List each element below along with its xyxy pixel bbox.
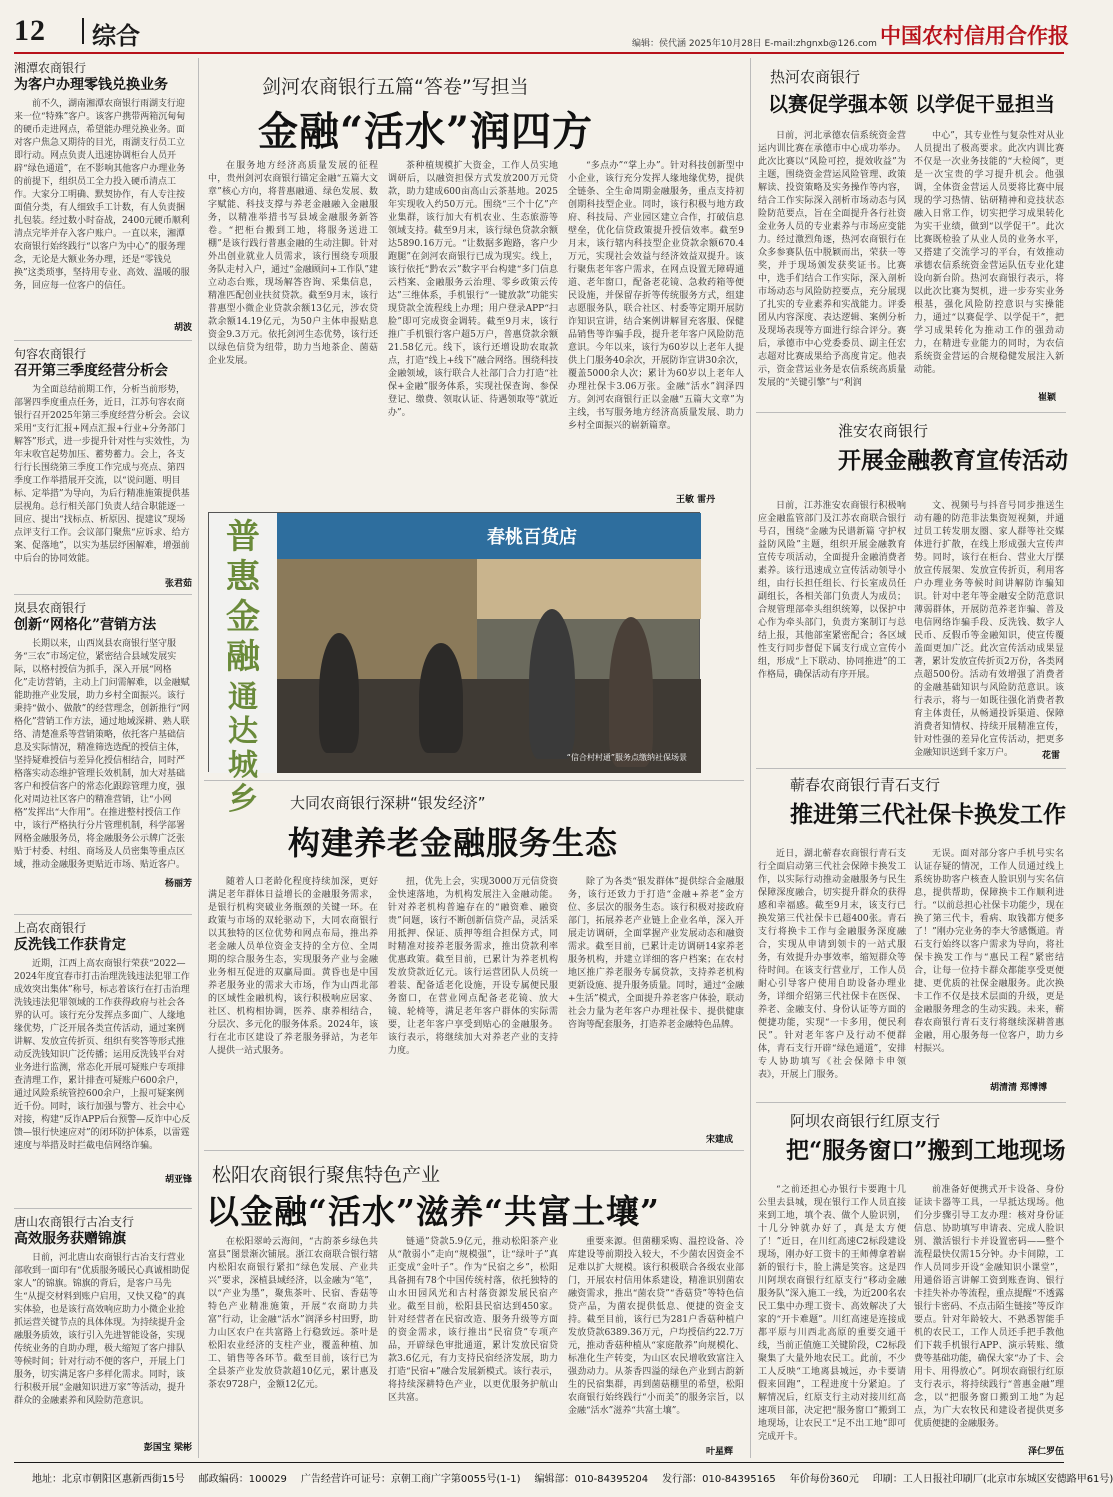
column-rule <box>750 58 751 1458</box>
songyang-kicker: 松阳农商银行聚焦特色产业 <box>212 1164 441 1186</box>
rehe-headline: 以赛促学强本领 以学促干显担当 <box>768 92 1055 116</box>
section-rule <box>204 1150 744 1151</box>
qichun-column-1 <box>758 848 906 1092</box>
footer-editorial-phone: 编辑部：010-84395204 <box>534 1474 649 1485</box>
rehe-byline: 崔颖 <box>1038 393 1057 403</box>
article-body: 近期，江西上高农商银行荣获“2022—2024年度宜春市打击治理洗钱违法犯罪工作成效突出集体”称号，标志着该行在打击治理洗钱违法犯罪领域的工作获得政府与社会各界的认可。该行充分发挥点多面广、人缘地缘优势，广泛开展各类宣传活动，通过案例讲解、发放宣传折页、组织有奖答等形式推动反洗钱知识广泛传播；运用反洗钱平台对业务进行监测，常态化开展可疑账户专项排查清理工作，累计排查可疑账户600余户，通过风险系统管控600余户，上报可疑案例近千份。同时，该行加强与警方、社会中心对接，构建“反诈APP后台预警—反诈中心反馈—银行快速应对”的闭环防护体系，以雷霆速度与举措及时拦截电信网络诈骗。 <box>14 959 191 1151</box>
huaian-kicker: 淮安农商银行 <box>838 422 929 440</box>
paragraph: “之前还担心办银行卡要跑十几公里去县城，现在银行工作人员直接来到工地，填个表、做个人脸识别，十几分钟就办好了，真是太方便了！”近日，在川红高速C2标段建设现场，刚办好工资卡的王师傅拿着崭新的银行卡，脸上满是笑容。这是四川阿坝农商银行红原支行“移动金融服务队”深入施工一线，为近200名农民工集中办理工资卡、高效解决了大家的“开卡难题”。川红高速是连接成都平原与川西北高原的重要交通干线，当前正值施工关键阶段，C2标段聚集了大量外地农民工。此前，不少工人反映“工地离县城远，办卡要请假来回跑”，工程进度十分紧迫。了解情况后，红原支行主动对接川红高速项目部，决定把“服务窗口”搬到工地现场，让农民工“足不出工地”即可完成开卡。 <box>758 1185 906 1442</box>
feature-column-3 <box>568 160 744 490</box>
article-headline: 为客户办理零钱兑换业务 <box>14 77 168 93</box>
datong-kicker: 大同农商银行深耕“银发经济” <box>290 794 486 812</box>
article-kicker: 上高农商银行 <box>14 921 87 935</box>
datong-byline: 宋建成 <box>706 1135 734 1145</box>
datong-column-1 <box>208 876 378 1144</box>
article-rule <box>14 914 192 915</box>
paragraph: 日前，江苏淮安农商银行积极响应金融监管部门及江苏农商联合银行号召，围绕“金融为民谱新篇 守护权益防风险”主题，组织开展金融教育宣传专项活动，全面提升金融消费者素养。该行迅速成立宣传活动领导小组，由行长担任组长、行长室成员任副组长，各相关部门负责人为成员；合规管理部牵头组织统筹，以保护中心作为牵头部门，负责方案制订与总结上报，其他部室紧密配合；各区域性支行同步督促下属支行成立宣传小组，形成“上下联动、协同推进”的工作格局，确保活动有序开展。 <box>758 501 906 680</box>
aba-headline: 把“服务窗口”搬到工地现场 <box>786 1137 1066 1164</box>
paragraph: 文、视频号与抖音号同步推送生动有趣的防范非法集资短视频，并通过员工转发朋友圈、家人群等社交媒体进行扩散，在线上形成强大宣传声势。同时，该行在柜台、营业大厅摆放宣传展架、发放宣传折页，利用客户办理业务等候时间讲解防诈骗知识。针对中老年等金融安全防范意识薄弱群体，开展防范养老诈骗、普及电信网络诈骗手段、反洗钱、数字人民币、反假币等金融知识，使宣传覆盖面更加广泛。此次宣传活动成果显著，累计发放宣传折页2万份，各类网点超500份。活动有效增强了消费者的金融基础知识与风险防范意识。该行表示，将与一如既往强化消费者教育主体责任，从畅通投诉渠道、保障消费者知情权、持续开展精准宣传，针对性强的差异化宣传活动，把更多金融知识送到千家万户。 <box>914 501 1064 758</box>
datong-column-2 <box>388 876 558 1144</box>
paragraph: 重要来源。但菌棚采购、温控设备、冷库建设等前期投入较大，不少菌农因资金不足难以扩大规模。该行积极联合各级农业部门，开展农村信用体系建设，精准识别菌农融资需求，推出“菌农贷”“香菇贷”等特色信贷产品，为菌农提供低息、便捷的资金支持。截至目前，该行已为281户香菇种植户发放贷款6389.36万元，户均授信约22.7万元，推动香菇种植从“家庭散养”向规模化、标准化生产转变，为山区农民增收致富注入强劲动力。从茶香四溢的绿色产业到古韵新生的民宿集群，再到菌菇棚里的希望，松阳农商银行始终践行“小而美”的服务宗旨，以金融“活水”滋养“共富土壤”。 <box>568 1237 744 1416</box>
article-jurong <box>14 346 192 589</box>
aba-kicker: 阿坝农商银行红原支行 <box>790 1112 941 1130</box>
section-rule <box>756 412 1066 413</box>
datong-column-3 <box>568 876 744 1130</box>
qichun-kicker: 蕲春农商银行青石支行 <box>790 776 941 794</box>
photo-caption: “信合村村通”服务点缴纳社保场景 <box>566 753 687 762</box>
photo-banner <box>277 513 701 559</box>
datong-headline: 构建养老金融服务生态 <box>288 824 619 862</box>
article-body: 为全面总结前期工作，分析当前形势，部署四季度重点任务，近日，江苏句容农商银行召开2025年第三季度经营分析会。会议采用“支行汇报+网点汇报+行业+分务部门解答”形式，进一步提升针对性与实效性，为年末收官起势加压、蓄势蓄力。会上，各支行行长围绕第三季度工作完成与亮点、第四季度工作举措展开交流，以“说问题、明目标、定举措”为导向，为后行精准施策提供基层视角。总行相关部门负责人结合职能逐一回应、提出“找标点、析原因、提建议”现场点评支行工作。会议部门聚焦“应诉求、给方案、促落地”，以实为基层纾困解难，增强前中后台的协同效能。 <box>14 385 190 564</box>
paragraph: 前准备好便携式开卡设备、身份证读卡器等工具，一早抵达现场。他们分步骤引导工友办理：核对身份证信息、协助填写申请表、完成人脸识别、激活银行卡并设置密码——整个流程最快仅需15分钟。办卡间隙，工作人员同步开设“金融知识小课堂”，用通俗语言讲解工资到账查询、银行卡挂失补办等流程，重点提醒“不透露银行卡密码、不点击陌生链接”等反诈要点。针对年龄较大、不熟悉智能手机的农民工，工作人员还手把手教他们下载手机银行APP、演示转账、缴费等基础功能，确保大家“办了卡、会用卡、用得放心”。阿坝农商银行红原支行表示，将持续践行“普惠金融”理念，以“把服务窗口搬到工地”为起点，为广大农牧民和建设者提供更多优质便捷的金融服务。 <box>914 1185 1064 1429</box>
article-rule <box>14 1208 192 1209</box>
feature-headline: 金融“活水”润四方 <box>258 108 594 155</box>
paragraph: 链通”贷款5.9亿元，推动松阳茶产业从“散弱小”走向“规模强”，让“绿叶子”真正变成“金叶子”。作为“民宿之乡”，松阳具备拥有78个中国传统村落，依托独特的山水田园风光和古村落资源发展民宿产业。截至目前，松阳县民宿达到450家。针对经营者在民宿改造、服务升级等方面的资金需求，该行推出“民宿贷”专项产品，开辟绿色审批通道，累计发放民宿贷款3.6亿元，有力支持民宿经济发展，助力打造“民宿+”融合发展新模式。该行表示，将持续深耕特色产业，以更优服务护航山区共富。 <box>388 1237 558 1403</box>
article-kicker: 湘潭农商银行 <box>14 61 87 75</box>
qichun-column-2 <box>914 848 1064 1078</box>
paragraph: 除了为各类“银发群体”提供综合金融服务，该行还致力于打造“金融+养老”金方位、多层次的服务生态。该行积极对接政府部门，拓展养老产业链上企业名单，深入开展走访调研，全面掌握产业发展动态和融资需求。截至目前，已累计走访调研14家养老服务机构，并建立详细的客户档案；在农村地区推广养老服务专属贷款，支持养老机构更新设施、提升服务质量。同时，通过“金融+生活”模式，全面提升养老客户体验，联动社会力量为老年客户办理社保卡、提供健康咨询等配套服务，打造养老金融特色品牌。 <box>568 877 744 1030</box>
masthead-rule <box>14 52 1064 54</box>
paragraph: 随着人口老龄化程度持续加深，更好满足老年群体日益增长的金融服务需求，是银行机构突破业务瓶颈的关键一环。在政策与市场的双轮驱动下，大同农商银行以其独特的区位优势和网点布局，推出养老金融人员单位资金支持的全方位、全周期的综合服务生态，实现服务产业与金融业务相互促进的双赢局面。黄昏也是中国养老服务业的需求大市场，作为山西北部的区域性金融机构，该行积极响应居家、社区、机构相协调，医养、康养相结合，分层次、多元化的服务体系。2024年，该行在北市区建设了养老服务驿站，为老年人提供一站式服务。 <box>208 877 378 1056</box>
section-name: 综合 <box>92 22 140 50</box>
feature-kicker: 剑河农商银行五篇“答卷”写担当 <box>262 76 529 98</box>
paper-name: 中国农村信用合作报 <box>880 23 1069 48</box>
page-number: 12 <box>14 14 46 47</box>
column-rule <box>198 58 199 1458</box>
huaian-headline: 开展金融教育宣传活动 <box>838 447 1068 474</box>
section-rule <box>756 768 1066 769</box>
article-xiangtan <box>14 60 192 333</box>
photo-person <box>419 643 463 753</box>
songyang-column-1 <box>208 1236 378 1456</box>
footer-address: 地址：北京市朝阳区惠新西街15号 <box>32 1474 185 1485</box>
songyang-headline: 以金融“活水”滋养“共富土壤” <box>206 1192 660 1231</box>
qichun-headline: 推进第三代社保卡换发工作 <box>790 801 1066 828</box>
section-rule <box>204 780 744 781</box>
footer-distribution-phone: 发行部：010-84395165 <box>662 1474 776 1485</box>
feature-column-2 <box>388 160 558 504</box>
feature-column-1 <box>208 160 378 504</box>
footer-ad-license: 广告经营许可证号：京朝工商广字第0055号(1-1) <box>300 1474 521 1485</box>
photo-person <box>319 633 359 753</box>
photo-sign-bottom: 通达城乡 <box>228 680 258 817</box>
photo-person <box>609 617 653 767</box>
article-tangshan <box>14 1214 192 1453</box>
article-headline: 创新“网格化”营销方法 <box>14 617 157 633</box>
masthead <box>0 0 1078 52</box>
footer-postcode: 邮政编码：100029 <box>198 1474 287 1485</box>
paragraph: 茶种植规模扩大资金，工作人员实地调研后，以融资担保方式发放200万元贷款，助力建成600亩高山云茶基地。2025年实现收入约50万元。围绕“三个十亿”产业集群，该行加大有机农业、生态旅游等领域支持。截至9月末，该行绿色贷款余额达5890.16万元。“让数据多跑路，客户少跑腿”在剑河农商银行已成为现实。线上，该行依托“黔农云”数字平台构建“多门信息云档案、金融服务云治理、零乡政策云传达”三维体系，手机银行“一键放款”功能实现贷款全流程线上办理；用户登录APP“扫脸”即可完成资金调转。截至9月末，该行推广手机银行客户超5万户，普惠贷款余额21.58亿元。线下，该行还增设助农取款点，打造“线上+线下”融合网络。围绕科技金融领域，该行联合人社部门合力打造“社保+金融”服务体系，实现社保查询、参保登记、缴费、领取认证、待遇领取等“就近办”。 <box>388 161 558 418</box>
photo-banner-text: 春桃百货店 <box>487 527 577 548</box>
paragraph: 中心”，其专业性与复杂性对从业人员提出了极高要求。此次内训比赛不仅是一次业务技能的“大检阅”，更是一次宝贵的学习提升机会。他强调，全体资金营运人员要将比赛中展现的学习热情、钻研精神和竞技状态融入日常工作，切实把学习成果转化为实干业绩，做到“以学促干”。此次比赛既检验了从业人员的业务水平，又搭建了交流学习的平台，有效推动承德农信系统资金营运队伍专业化建设向新台阶。热河农商银行表示，将以此次比赛为契机，进一步夯实业务根基，强化风险防控意识与实操能力，通过“以赛促学、以学促干”，把学习成果转化为推动工作的强劲动力，在精进专业能力的同时，为农信系统资金营运的合规稳健发展注入新动能。 <box>914 131 1064 375</box>
aba-byline: 泽仁罗伍 <box>1028 1447 1065 1457</box>
huaian-column-1 <box>758 500 906 758</box>
article-kicker: 岚县农商银行 <box>14 601 87 615</box>
footer-printer: 印刷：工人日报社印刷厂(北京市东城区安德路甲61号) <box>872 1474 1113 1485</box>
feature-byline: 王敏 雷丹 <box>676 495 716 505</box>
article-headline: 召开第三季度经营分析会 <box>14 363 168 379</box>
article-shanggao <box>14 920 192 1185</box>
article-body: 长期以来，山西岚县农商银行坚守服务“三农”市场定位，紧密结合县域发展实际，以格村授信为抓手，深入开展“网格化”走访营销，主动上门问需解难，以金融赋能助推产业发展，助力乡村全面振兴。该行秉持“做小、做散”的经营理念，创新推行“网格化”营销工作方法，通过地域深耕、熟人联络、清楚准系等营销策略，依托客户基础信息及实际情况，精准筛选选配的授信主体，坚持疑难授信与差异化授信相结合，同时严格落实动态维护管理长效机制，加大对基础客户和授信客户的常态化跟踪管理力度，强化对周边社区客户的精准营销，让“小网格”发挥出“大作用”。在推进整村授信工作中，该行严格执行分片管理机制，科学部署网格金融服务员，将金融服务公示牌广泛张贴于村委、村组、商场及人员密集等重点区域，推动金融服务更贴近市场、贴近客户。 <box>14 639 190 870</box>
article-byline: 张君茹 <box>164 579 192 589</box>
editor-line: 编辑：侯代涵 2025年10月28日 E-mail:zhgnxb@126.com <box>632 39 877 49</box>
rehe-column-2 <box>914 130 1064 388</box>
article-body: 前不久，湖南湘潭农商银行雨湖支行迎来一位“特殊”客户。该客户携带两箱沉甸甸的硬币走进网点，希望能办理兑换业务。面对客户焦急又期待的目光，雨湖支行员工立即行动。网点负责人迅速协调柜台人员开辟“绿色通道”，在不影响其他客户办理业务的前提下，组织员工全力投入硬币清点工作。大家分工明确、默契协作，有人专注按面值分类，有人细致手工计数，有人负责捆扎包装。经过数小时奋战，2400元硬币顺利清点完毕并存入客户账户。一直以来，湘潭农商银行始终践行“以客户为中心”的服务理念，无论是大额业务办理，还是“零钱兑换”这类琐事，坚持用专业、高效、温暖的服务，回应每一位客户的信任。 <box>14 99 190 291</box>
songyang-column-2 <box>388 1236 558 1456</box>
songyang-byline: 叶星辉 <box>706 1447 734 1457</box>
article-headline: 高效服务获赠锦旗 <box>14 1231 126 1247</box>
article-rule <box>14 594 192 595</box>
paragraph: 在服务地方经济高质量发展的征程中，贵州剑河农商银行锚定金融“五篇大文章”核心方向，将普惠融通、绿色发展、数字赋能、科技支撑与养老金融融入金融服务，以精准举措书写县域金融服务新答卷。“把柜台搬到工地，将服务送进工棚”是该行践行普惠金融的生动注脚。针对外出创业就业人员需求，该行围绕专项服务队走村入户，通过“金融顾问+工作队”建立动态台账，现场解答咨询、采集信息，精准匹配创业扶贫贷款。截至9月末，该行普惠型小微企业贷款余额13亿元，涉农贷款余额14.19亿元，为50户主体申报贴息资金9.3万元。依托剑河生态优势，该行还以绿色信贷为纽带，助力当地茶企、菌菇企业发展。 <box>208 161 378 366</box>
article-byline: 胡波 <box>173 323 192 333</box>
songyang-column-3 <box>568 1236 744 1442</box>
article-rule <box>14 340 192 341</box>
aba-column-1 <box>758 1184 906 1456</box>
footer-price: 年价每份360元 <box>789 1474 859 1485</box>
qichun-byline: 胡清清 郑博博 <box>990 1083 1048 1093</box>
paragraph: 无误。面对部分客户手机号实名认证存疑的情况，工作人员通过线上系统协助客户核查人脸识别与实名信息，提供帮助，保障换卡工作顺利进行。“以前总担心社保卡功能少，现在换了第三代卡，看病、取钱都方便多了！”刚办完业务的李大爷感慨道。青石支行始终以客户需求为导向，将社保卡换发工作与“惠民工程”紧密结合，让每一位持卡群众都能享受更便捷、更优质的社保金融服务。此次换卡工作不仅是技术层面的升级，更是金融服务理念的生动实践。未来，蕲春农商银行青石支行将继续深耕普惠金融，用心服务每一位客户，助力乡村振兴。 <box>914 849 1064 1054</box>
photo-sign <box>209 513 277 817</box>
photo-person <box>529 609 575 759</box>
huaian-byline: 花雷 <box>1042 751 1061 761</box>
section-rule <box>756 1102 1066 1103</box>
paragraph: 在松阳翠岭云海间，“古韵茶乡绿色共富县”图景渐次铺展。浙江农商联合银行辖内松阳农商银行紧扣“绿色发展、产业共兴”要求，深植县域经济，以金融为“笔”，以“产业为墨”，聚焦茶叶、民宿、香菇等特色产业精准施策，开展“农商助力共富”行动，让金融“活水”润泽乡村田野，助力山区农户在共富路上行稳致远。茶叶是松阳农业经济的支柱产业，覆盖种植、加工、销售等各环节。截至目前，该行已为全县茶产业发放贷款超10亿元，累计惠及茶农9728户，金额12亿元。 <box>208 1237 378 1390</box>
paragraph: “多点办”“掌上办”。针对科技创新型中小企业，该行充分发挥人缘地缘优势，提供全链条、全生命周期金融服务，重点支持初创期科技型企业。同时，该行积极与地方政府、科技局、产业园区建立合作，打破信息壁垒，优化信贷政策提升授信效率。截至9月末，该行辖内科技型企业贷款余额670.4万元，实现社会效益与经济效益双提升。该行聚焦老年客户需求，在网点设置无障碍通道、老年窗口，配备老花镜、急救药箱等便民设施，并保留存折等传统服务方式，组建志愿服务队，联合社区、村委等定期开展防诈知识宣讲，结合案例讲解冒充客服、保健品销售等诈骗手段，提升老年客户风险防范意识。今年以来，该行为60岁以上老年人提供上门服务40余次，开展防诈宣讲30余次，覆盖5000余人次；累计为60岁以上老年人办理社保卡3.06万张。金融“活水”润泽四方。剑河农商银行正以金融“五篇大文章”为主线，书写服务地方经济高质量发展、助力乡村全面振兴的崭新篇章。 <box>568 161 744 431</box>
paragraph: 扭，优先上会，实现3000万元信贷资金快速落地，为机构发展注入金融动能。针对养老机构普遍存在的“融资难、融资贵”问题，该行不断创新信贷产品，灵活采用抵押、保证、质押等组合担保方式，同时精准对接养老服务需求，推出贷款利率优惠政策。截至目前，已累计为养老机构发放贷款近亿元。该行运营团队人员统一着装、配备适老化设施，开设专属便民服务窗口，在营业网点配备老花镜、放大镜、轮椅等，满足老年客户群体的实际需要，让老年客户享受到贴心的金融服务。该行表示，将继续加大对养老产业的支持力度。 <box>388 877 558 1056</box>
paragraph: 日前，河北承德农信系统资金营运内训比赛在承德市中心成功举办。此次比赛以“风险可控，提效收益”为主题，围绕资金营运风险管理、政策解读、投资策略及实务操作等内容，结合工作实际深入剖析市场动态与风险防范要点，旨在全面提升各行社资金业务人员的专业素养与市场应变能力。经过激烈角逐，热河农商银行在众多参赛队伍中脱颖而出，荣获一等奖，并于现场颁发获奖证书。比赛中，选手们结合工作实际，深入剖析市场动态与风险防控要点，充分展现了扎实的专业素养和实战能力。评委团从内容深度、表达逻辑、案例分析及现场表现等方面进行综合评分。赛后，承德市中心党委委员、副主任宏志超对比赛成果给予高度肯定。他表示，资金营运业务是农信系统高质量发展的“关键引擎”与“利润 <box>758 131 906 388</box>
footer-rule <box>14 1462 1064 1463</box>
masthead-divider <box>82 18 84 44</box>
article-body: 日前，河北唐山农商银行古冶支行营业部收到一面印有“优质服务暖民心真诚相助促家人”的锦旗。锦旗的背后，是客户马先生“从提交材料到账户启用，又快又稳”的真实体验，也是该行高效响应助力小微企业抢抓运营关键节点的具体体现。为持续提升金融服务质效，该行引入先进智能设备，实现传统业务的自助办理，极大缩短了客户排队等候时间；针对行动不便的客户，开展上门服务，切实满足客户多样化需求。同时，该行积极开展“金融知识进万家”等活动，提升群众的金融素养和风险防范意识。 <box>14 1253 190 1406</box>
photo-sign-top: 普惠金融 <box>226 517 260 677</box>
paragraph: 近日，湖北蕲春农商银行青石支行全面启动第三代社会保障卡换发工作，以实际行动推动金融服务与民生保障深度融合，切实提升群众的获得感和幸福感。截至9月末，该支行已换发第三代社保卡已超400张。青石支行将换卡工作与金融服务深度融合，实现从申请到领卡的一站式服务，有效提升办事效率，缩短群众等待时间。在该支行营业厅，工作人员耐心引导客户使用自助设备办理业务，详细介绍第三代社保卡在医保、养老、金融支付、身份认证等方面的便捷功能，实现“一卡多用，便民利民”。针对老年客户及行动不便群体，青石支行开辟“绿色通道”，安排专人协助填写《社会保障卡申领表》，开展上门服务。 <box>758 849 906 1080</box>
article-lanxian <box>14 600 192 889</box>
article-byline: 杨丽芳 <box>164 879 192 889</box>
article-headline: 反洗钱工作获肯定 <box>14 937 126 953</box>
article-kicker: 唐山农商银行古冶支行 <box>14 1215 135 1229</box>
rehe-column-1 <box>758 130 906 400</box>
photo-shelf <box>477 559 701 619</box>
article-byline: 胡亚锋 <box>164 1175 192 1185</box>
article-kicker: 句容农商银行 <box>14 347 87 361</box>
footer <box>32 1470 1113 1485</box>
rehe-kicker: 热河农商银行 <box>770 68 861 86</box>
aba-column-2 <box>914 1184 1064 1442</box>
article-byline: 彭国宝 梁彬 <box>143 1443 192 1453</box>
